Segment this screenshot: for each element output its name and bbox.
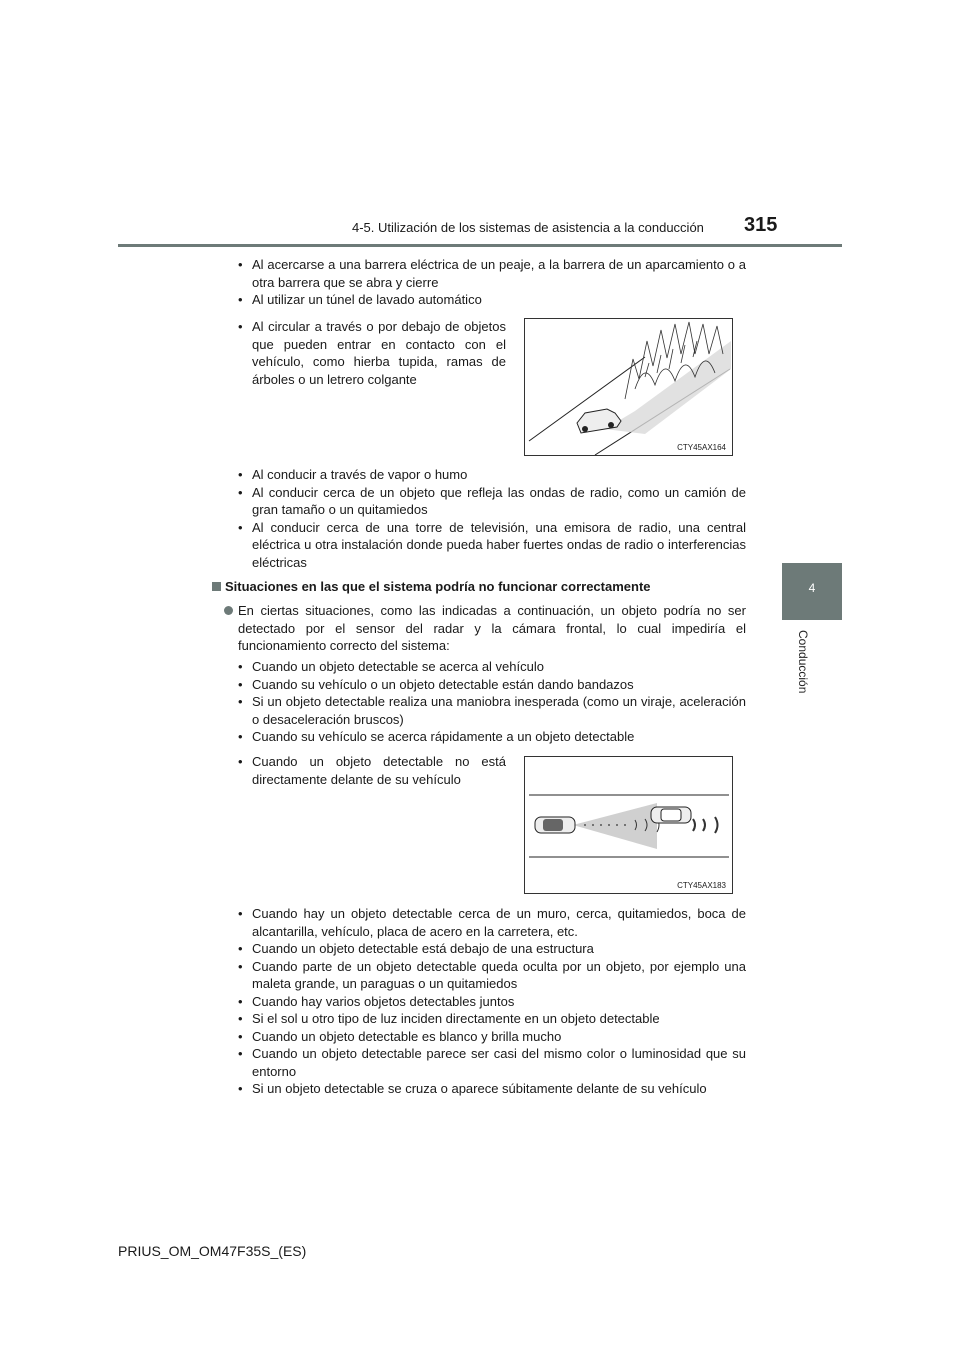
list-item-text: Cuando parte de un objeto detectable queda oculta por un objeto, por ejemplo una maleta grande, un paraguas o un quitamiedos (252, 958, 746, 991)
radar-beam-illustration (525, 757, 732, 893)
chapter-label: Conducción (796, 630, 810, 694)
intro-text: En ciertas situaciones, como las indicadas a continuación, un objeto podría no ser detectado por el sensor del radar y la cámara frontal, lo cual impediría el funcionamiento correcto del sistema: (238, 603, 746, 653)
list-item: • Al circular a través o por debajo de objetos que pueden entrar en contacto con el vehículo, como hierba tupida, ramas de árboles o un letrero colgante (238, 319, 506, 387)
list-item-text: Cuando un objeto detectable no está directamente delante de su vehículo (252, 754, 506, 787)
list-item: • Al conducir a través de vapor o humo (238, 467, 468, 482)
list-item: • Cuando su vehículo o un objeto detectable están dando bandazos (238, 676, 634, 692)
list-item: • Al utilizar un túnel de lavado automático (238, 292, 482, 307)
square-bullet-icon (212, 582, 221, 591)
list-item-text: Cuando un objeto detectable está debajo de una estructura (252, 941, 594, 956)
list-item-text: Al conducir a través de vapor o humo (252, 467, 468, 482)
list-item: • Cuando un objeto detectable se acerca al vehículo (238, 659, 544, 674)
list-item: • Al acercarse a una barrera eléctrica de un peaje, a la barrera de un aparcamiento o a otra barrera que se abra y cierre (238, 257, 746, 290)
header-divider (118, 244, 842, 247)
list-item-text: Cuando un objeto detectable se acerca al vehículo (252, 659, 544, 674)
list-item: • Cuando un objeto detectable no está directamente delante de su vehículo (238, 754, 506, 787)
list-item: • Cuando su vehículo se acerca rápidamente a un objeto detectable (238, 729, 635, 744)
list-item: • Cuando un objeto detectable está debajo de una estructura (238, 941, 594, 956)
list-item: • Cuando hay varios objetos detectables juntos (238, 993, 515, 1009)
list-item-text: Cuando hay varios objetos detectables juntos (252, 993, 515, 1009)
list-item: • Cuando hay un objeto detectable cerca de un muro, cerca, quitamiedos, boca de alcantarilla, vehículo, placa de acero en la carretera, etc. (238, 906, 746, 939)
intro-paragraph (224, 602, 746, 655)
figure-code: CTY45AX183 (677, 881, 726, 890)
list-item-text: Si un objeto detectable realiza una maniobra inesperada (como un viraje, aceleración o desaceleración bruscos) (252, 694, 746, 727)
list-item: • Al conducir cerca de una torre de televisión, una emisora de radio, una central eléctrica u otra instalación donde pueda haber fuertes ondas de radio o interferencias eléctricas (238, 519, 746, 570)
list-item-text: Al conducir cerca de una torre de televisión, una emisora de radio, una central eléctrica u otra instalación donde pueda haber fuertes ondas de radio o interferencias eléctricas (252, 519, 746, 570)
list-item-text: Al acercarse a una barrera eléctrica de un peaje, a la barrera de un aparcamiento o a otra barrera que se abra y cierre (252, 257, 746, 290)
circle-bullet-icon (224, 606, 233, 615)
list-item-text: Cuando su vehículo o un objeto detectable están dando bandazos (252, 676, 634, 692)
bullet-list-end (238, 905, 746, 1098)
list-item: • Si un objeto detectable se cruza o aparece súbitamente delante de su vehículo (238, 1081, 707, 1096)
list-item-text: Si el sol u otro tipo de luz inciden directamente en un objeto detectable (252, 1011, 660, 1026)
bullet-figure1-text (238, 318, 506, 388)
list-item: • Cuando parte de un objeto detectable queda oculta por un objeto, por ejemplo una maleta grande, un paraguas o un quitamiedos (238, 958, 746, 991)
figure-offset-object (524, 756, 733, 894)
list-item: • Si el sol u otro tipo de luz inciden directamente en un objeto detectable (238, 1011, 660, 1026)
bullet-figure2-text (238, 753, 506, 788)
bullet-list-section (238, 658, 746, 746)
list-item-text: Cuando un objeto detectable parece ser casi del mismo color o luminosidad que su entorno (252, 1046, 746, 1079)
target-vehicle-icon (651, 807, 691, 823)
figure-code: CTY45AX164 (677, 443, 726, 452)
section-intro (224, 602, 746, 655)
section-heading (212, 578, 772, 596)
list-item-text: Al conducir cerca de un objeto que refleja las ondas de radio, como un camión de gran tamaño o un quitamiedos (252, 484, 746, 517)
vehicle-under-branches-illustration (525, 319, 732, 455)
figure-overhead-objects (524, 318, 733, 456)
footer-doc-code: PRIUS_OM_OM47F35S_(ES) (118, 1243, 307, 1259)
list-item-text: Cuando un objeto detectable es blanco y brilla mucho (252, 1028, 562, 1044)
list-item-text: Cuando su vehículo se acerca rápidamente a un objeto detectable (252, 729, 635, 744)
bullet-list-top (238, 256, 746, 309)
list-item-text: Al circular a través o por debajo de objetos que pueden entrar en contacto con el vehículo, como hierba tupida, ramas de árboles o un letrero colgante (252, 319, 506, 387)
list-item-text: Cuando hay un objeto detectable cerca de un muro, cerca, quitamiedos, boca de alcantarilla, vehículo, placa de acero en la carretera, etc. (252, 906, 746, 939)
chapter-tab[interactable]: 4 (782, 563, 842, 620)
list-item: • Al conducir cerca de un objeto que refleja las ondas de radio, como un camión de gran tamaño o un quitamiedos (238, 484, 746, 517)
list-item: • Si un objeto detectable realiza una maniobra inesperada (como un viraje, aceleración o desaceleración bruscos) (238, 694, 746, 727)
list-item-text: Al utilizar un túnel de lavado automático (252, 292, 482, 307)
page-number: 315 (744, 214, 778, 236)
list-item-text: Si un objeto detectable se cruza o aparece súbitamente delante de su vehículo (252, 1081, 707, 1096)
own-vehicle-icon (535, 817, 575, 833)
section-heading-text: Situaciones en las que el sistema podría no funcionar correctamente (225, 579, 651, 594)
section-title: 4-5. Utilización de los sistemas de asistencia a la conducción (352, 220, 704, 235)
bullet-list-mid (238, 466, 746, 571)
list-item: • Cuando un objeto detectable es blanco y brilla mucho (238, 1028, 562, 1044)
list-item: • Cuando un objeto detectable parece ser casi del mismo color o luminosidad que su entorno (238, 1046, 746, 1079)
